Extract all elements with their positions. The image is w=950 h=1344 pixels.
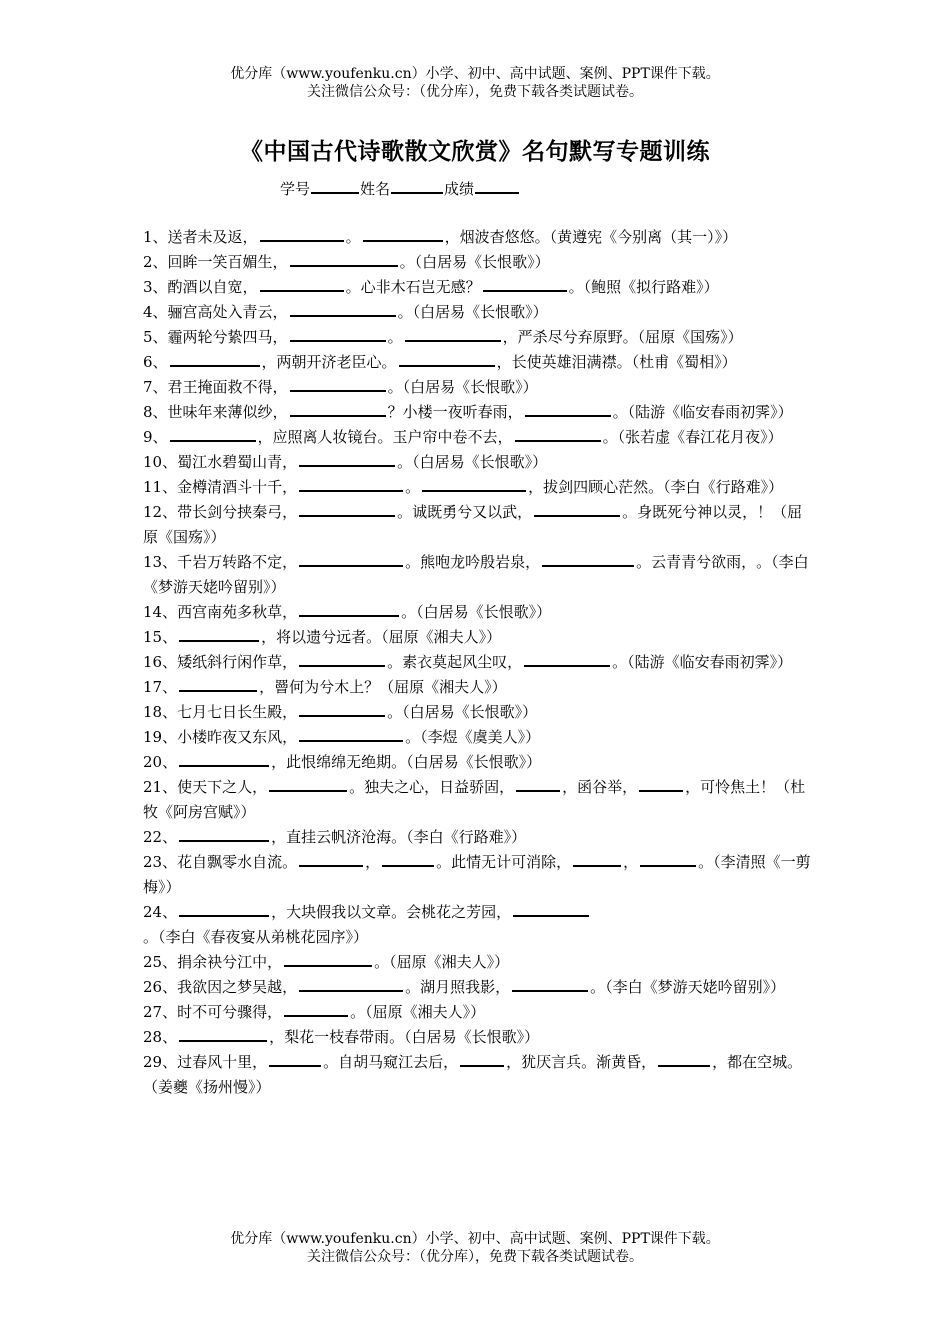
- question-text: ，: [365, 853, 381, 871]
- question-text: ，拔剑四顾心茫然。（李白《行路难》）: [528, 478, 784, 496]
- question-text: 花自飘零水自流。: [177, 853, 298, 871]
- answer-blank[interactable]: [512, 975, 588, 992]
- answer-blank[interactable]: [534, 500, 620, 517]
- question-text: 。湖月照我影，: [405, 978, 511, 996]
- student-no-blank[interactable]: [311, 178, 359, 194]
- question-item: [143, 275, 813, 300]
- question-number: 10、: [143, 453, 178, 471]
- question-text: 。: [405, 478, 421, 496]
- answer-blank[interactable]: [290, 325, 386, 342]
- question-item: [143, 775, 813, 825]
- question-text: ，应照离人妆镜台。玉户帘中卷不去，: [257, 428, 513, 446]
- question-item: [143, 375, 813, 400]
- question-text: 酌酒以自宽，: [167, 278, 258, 296]
- question-number: 4、: [143, 303, 168, 321]
- footer-line-2: 关注微信公众号：（优分库），免费下载各类试题试卷。: [307, 1249, 643, 1265]
- answer-blank[interactable]: [260, 275, 344, 292]
- question-text: ，犹厌言兵。渐黄昏，: [506, 1053, 657, 1071]
- question-number: 9、: [143, 428, 168, 446]
- answer-blank[interactable]: [399, 350, 495, 367]
- answer-blank[interactable]: [299, 475, 403, 492]
- question-text: 。（白居易《长恨歌》）: [397, 303, 548, 321]
- question-number: 17、: [143, 678, 178, 696]
- page-footer: [0, 1230, 950, 1266]
- question-text: 。（白居易《长恨歌》）: [401, 603, 552, 621]
- answer-blank[interactable]: [382, 850, 434, 867]
- question-number: 23、: [143, 853, 178, 871]
- question-text: 。独夫之心，日益骄固，: [349, 778, 515, 796]
- question-text: ！（屈原《国殇》）: [143, 503, 803, 546]
- question-item: [143, 625, 813, 650]
- question-text: ，烟波杳悠悠。（黄遵宪《今别离（其一）》）: [444, 228, 738, 246]
- question-text: 。（鲍照《拟行路难》）: [568, 278, 719, 296]
- question-text: ，此恨绵绵无绝期。（白居易《长恨歌》）: [271, 753, 542, 771]
- question-text: ，: [623, 853, 639, 871]
- question-text: 。（李白《梦游天姥吟留别》）: [143, 553, 809, 596]
- question-text: ，大块假我以文章。会桃花之芳园，: [271, 903, 512, 921]
- answer-blank[interactable]: [269, 1050, 321, 1067]
- answer-blank[interactable]: [658, 1050, 710, 1067]
- question-text: 回眸一笑百媚生，: [167, 253, 288, 271]
- question-number: 15、: [143, 628, 178, 646]
- question-text: 。云青青兮欲雨，: [636, 553, 757, 571]
- question-number: 11、: [143, 478, 178, 496]
- question-text: ，都在空城。（姜夔《扬州慢》）: [143, 1053, 803, 1096]
- question-item: [143, 250, 813, 275]
- question-number: 26、: [143, 978, 178, 996]
- question-number: 24、: [143, 903, 178, 921]
- question-text: 。（白居易《长恨歌》）: [387, 378, 538, 396]
- question-number: 7、: [143, 378, 168, 396]
- question-item: [143, 850, 813, 900]
- question-text: 我欲因之梦吴越，: [177, 978, 298, 996]
- answer-blank[interactable]: [179, 900, 269, 917]
- question-text: 。（陆游《临安春雨初霁》）: [612, 653, 793, 671]
- question-item: [143, 475, 813, 500]
- question-text: 过春风十里，: [177, 1053, 268, 1071]
- score-label: 成绩: [444, 180, 475, 198]
- question-number: 8、: [143, 403, 168, 421]
- answer-blank[interactable]: [542, 550, 634, 567]
- question-text: 金樽清酒斗十千，: [177, 478, 298, 496]
- page-header: [0, 65, 950, 101]
- question-item: [143, 325, 813, 350]
- question-item: [143, 900, 813, 950]
- answer-blank[interactable]: [179, 750, 269, 767]
- question-text: 。: [387, 328, 403, 346]
- question-text: 霾两轮兮絷四马，: [167, 328, 288, 346]
- name-label: 姓名: [360, 180, 391, 198]
- answer-blank[interactable]: [170, 350, 260, 367]
- question-text: 带长剑兮挟秦弓，: [177, 503, 298, 521]
- question-text: 。自胡马窥江去后，: [323, 1053, 459, 1071]
- answer-blank[interactable]: [179, 625, 259, 642]
- student-no-label: 学号: [280, 180, 311, 198]
- question-item: [143, 825, 813, 850]
- question-text: 。心非木石岂无感？: [345, 278, 481, 296]
- answer-blank[interactable]: [515, 425, 601, 442]
- question-number: 13、: [143, 553, 178, 571]
- question-number: 14、: [143, 603, 178, 621]
- question-number: 12、: [143, 503, 178, 521]
- question-text: ，两朝开济老臣心。: [261, 353, 397, 371]
- question-text: 捐余袂兮江中，: [177, 953, 283, 971]
- answer-blank[interactable]: [573, 850, 621, 867]
- answer-blank[interactable]: [460, 1050, 504, 1067]
- answer-blank[interactable]: [513, 900, 589, 917]
- answer-blank[interactable]: [299, 975, 403, 992]
- question-text: ，直挂云帆济沧海。（李白《行路难》）: [271, 828, 527, 846]
- name-blank[interactable]: [391, 178, 443, 194]
- question-item: [143, 975, 813, 1000]
- question-text: 。: [345, 228, 361, 246]
- question-item: [143, 500, 813, 550]
- answer-blank[interactable]: [525, 400, 611, 417]
- question-item: [143, 675, 813, 700]
- question-text: 。熊咆龙吟殷岩泉，: [405, 553, 541, 571]
- question-item: [143, 1050, 813, 1100]
- question-item: [143, 950, 813, 975]
- question-text: ，将以遗兮远者。（屈原《湘夫人》）: [261, 628, 502, 646]
- question-text: 。（李白《梦游天姥吟留别》）: [590, 978, 786, 996]
- question-text: 使天下之人，: [177, 778, 268, 796]
- question-item: [143, 600, 813, 625]
- question-number: 28、: [143, 1028, 178, 1046]
- answer-blank[interactable]: [260, 225, 344, 242]
- question-number: 18、: [143, 703, 178, 721]
- question-number: 20、: [143, 753, 178, 771]
- question-item: [143, 450, 813, 475]
- question-text: 七月七日长生殿，: [177, 703, 298, 721]
- question-text: 。（李清照《一剪梅》）: [143, 853, 811, 896]
- student-info-line: [280, 178, 520, 199]
- question-number: 21、: [143, 778, 178, 796]
- answer-blank[interactable]: [179, 675, 257, 692]
- answer-blank[interactable]: [405, 325, 501, 342]
- answer-blank[interactable]: [284, 950, 372, 967]
- question-text: 。（李白《春夜宴从弟桃花园序》）: [143, 928, 369, 946]
- answer-blank[interactable]: [299, 850, 363, 867]
- question-text: 。素衣莫起风尘叹，: [387, 653, 523, 671]
- answer-blank[interactable]: [299, 500, 395, 517]
- question-text: 。（白居易《长恨歌》）: [397, 453, 548, 471]
- answer-blank[interactable]: [363, 225, 443, 242]
- score-blank[interactable]: [475, 178, 519, 194]
- answer-blank[interactable]: [290, 250, 398, 267]
- question-list: [143, 225, 813, 1100]
- question-item: [143, 350, 813, 375]
- question-number: 16、: [143, 653, 178, 671]
- question-text: 。（李煜《虞美人》）: [405, 728, 541, 746]
- question-item: [143, 550, 813, 600]
- question-number: 2、: [143, 253, 168, 271]
- question-text: ，梨花一枝春带雨。（白居易《长恨歌》）: [269, 1028, 540, 1046]
- question-text: 。此情无计可消除，: [436, 853, 572, 871]
- question-item: [143, 300, 813, 325]
- question-text: 。（屈原《湘夫人》）: [374, 953, 510, 971]
- question-text: 千岩万转路不定，: [177, 553, 298, 571]
- question-number: 29、: [143, 1053, 178, 1071]
- question-text: ，罾何为兮木上？（屈原《湘夫人》）: [259, 678, 507, 696]
- question-text: ，函谷举，: [562, 778, 638, 796]
- question-item: [143, 400, 813, 425]
- header-line-2: 关注微信公众号：（优分库），免费下载各类试题试卷。: [307, 84, 643, 100]
- header-line-1: 优分库（www.youfenku.cn）小学、初中、高中试题、案例、PPT课件下载。: [230, 66, 720, 82]
- answer-blank[interactable]: [516, 775, 560, 792]
- question-text: 西宫南苑多秋草，: [177, 603, 298, 621]
- answer-blank[interactable]: [170, 425, 256, 442]
- question-text: 时不可兮骤得，: [177, 1003, 283, 1021]
- answer-blank[interactable]: [299, 600, 399, 617]
- answer-blank[interactable]: [640, 850, 696, 867]
- question-text: ，长使英雄泪满襟。（杜甫《蜀相》）: [496, 353, 737, 371]
- question-number: 3、: [143, 278, 168, 296]
- answer-blank[interactable]: [290, 400, 386, 417]
- question-item: [143, 1000, 813, 1025]
- question-text: ？小楼一夜听春雨，: [387, 403, 523, 421]
- answer-blank[interactable]: [179, 825, 269, 842]
- question-text: 世味年来薄似纱，: [167, 403, 288, 421]
- question-text: ，严杀尽兮弃原野。（屈原《国殇》）: [502, 328, 743, 346]
- answer-blank[interactable]: [299, 650, 385, 667]
- question-text: 骊宫高处入青云，: [167, 303, 288, 321]
- question-text: 送者未及返，: [167, 228, 258, 246]
- question-text: ，可怜焦土！（杜牧《阿房宫赋》）: [143, 778, 806, 821]
- question-item: [143, 1025, 813, 1050]
- question-text: 。（张若虚《春江花月夜》）: [602, 428, 783, 446]
- answer-blank[interactable]: [299, 700, 385, 717]
- question-item: [143, 225, 813, 250]
- answer-blank[interactable]: [269, 775, 347, 792]
- question-text: 。（屈原《湘夫人》）: [350, 1003, 486, 1021]
- question-number: 25、: [143, 953, 178, 971]
- question-number: 22、: [143, 828, 178, 846]
- question-text: 君王掩面救不得，: [167, 378, 288, 396]
- answer-blank[interactable]: [422, 475, 526, 492]
- question-text: 。（陆游《临安春雨初霁》）: [612, 403, 793, 421]
- footer-line-1: 优分库（www.youfenku.cn）小学、初中、高中试题、案例、PPT课件下载。: [230, 1231, 720, 1247]
- answer-blank[interactable]: [284, 1000, 348, 1017]
- question-number: 27、: [143, 1003, 178, 1021]
- page-title: 《中国古代诗歌散文欣赏》名句默写专题训练: [240, 139, 710, 165]
- answer-blank[interactable]: [299, 550, 403, 567]
- answer-blank[interactable]: [179, 1025, 267, 1042]
- question-item: [143, 750, 813, 775]
- question-number: 6、: [143, 353, 168, 371]
- answer-blank[interactable]: [290, 300, 396, 317]
- question-text: 。诚既勇兮又以武，: [397, 503, 533, 521]
- question-text: 矮纸斜行闲作草，: [177, 653, 298, 671]
- question-item: [143, 700, 813, 725]
- question-text: 。（白居易《长恨歌》）: [399, 253, 550, 271]
- question-item: [143, 725, 813, 750]
- question-item: [143, 650, 813, 675]
- answer-blank[interactable]: [299, 725, 403, 742]
- question-text: 小楼昨夜又东风，: [177, 728, 298, 746]
- question-number: 1、: [143, 228, 168, 246]
- answer-blank[interactable]: [524, 650, 610, 667]
- answer-blank[interactable]: [639, 775, 683, 792]
- question-text: 。（白居易《长恨歌》）: [387, 703, 538, 721]
- question-text: 。身既死兮神以灵，: [622, 503, 758, 521]
- answer-blank[interactable]: [299, 450, 395, 467]
- question-number: 5、: [143, 328, 168, 346]
- answer-blank[interactable]: [483, 275, 567, 292]
- question-item: [143, 425, 813, 450]
- question-text: 蜀江水碧蜀山青，: [177, 453, 298, 471]
- answer-blank[interactable]: [290, 375, 386, 392]
- question-number: 19、: [143, 728, 178, 746]
